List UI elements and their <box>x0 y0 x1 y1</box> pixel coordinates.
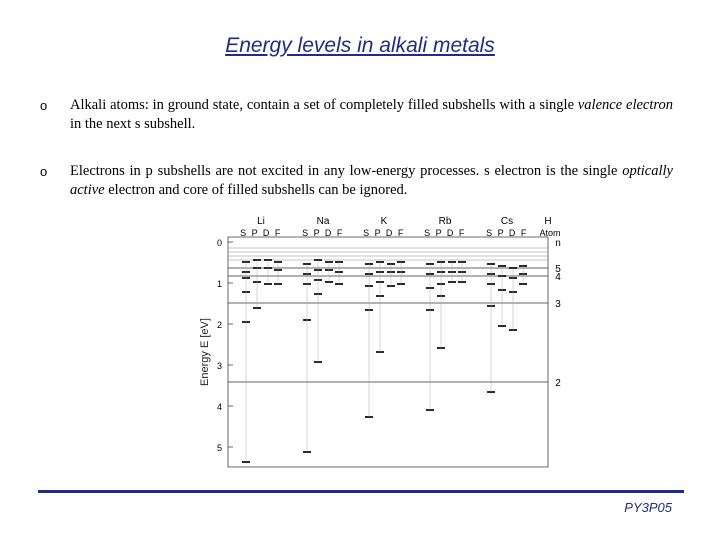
y-tick-label: 4 <box>216 402 222 412</box>
n-value: 4 <box>555 272 561 283</box>
subshell-labels: S P D F <box>424 228 466 238</box>
y-tick-label: 2 <box>216 320 222 330</box>
subshell-labels: S P D F <box>302 228 344 238</box>
element-headers <box>240 216 528 238</box>
subshell-labels: S P D F <box>240 228 282 238</box>
y-axis-ticks <box>217 238 233 453</box>
footer-course-code: PY3P05 <box>624 500 672 515</box>
bullet-text <box>70 162 673 200</box>
footer-divider <box>38 490 684 493</box>
bullet-marker: o <box>40 98 48 113</box>
bullet-item-2 <box>40 162 680 202</box>
n-label: n <box>555 238 561 249</box>
y-tick-label: 5 <box>216 443 222 453</box>
slide-title: Energy levels in alkali metals <box>225 34 495 57</box>
element-symbol: Rb <box>438 216 452 227</box>
element-symbol: Na <box>316 216 330 227</box>
subshell-labels: S P D F <box>486 228 528 238</box>
bullet-emphasis: valence electron <box>577 97 673 113</box>
y-tick-label: 0 <box>216 238 222 248</box>
hydrogen-label: H <box>544 216 552 227</box>
element-symbol: Cs <box>500 216 514 227</box>
y-tick-label: 1 <box>216 279 222 289</box>
bullet-text-part: electron and core of filled subshells can be ignored. <box>104 182 408 198</box>
element-header-li <box>240 216 282 238</box>
subshell-labels: S P D F <box>363 228 405 238</box>
element-symbol: K <box>380 216 388 227</box>
bullet-text-part: Electrons in p subshells are not excited in any low-energy processes. s electron is the single <box>70 163 623 179</box>
hydrogen-level-lines <box>228 248 548 382</box>
element-header-cs <box>486 216 528 238</box>
y-axis-label: Energy E [eV] <box>199 318 211 386</box>
n-value: 3 <box>555 299 561 310</box>
alkali-level-marks <box>242 260 527 462</box>
bullet-text <box>70 96 673 134</box>
energy-level-diagram <box>198 212 570 474</box>
n-value: 5 <box>555 264 561 275</box>
y-tick-label: 3 <box>216 361 222 371</box>
bullet-emphasis: optically active <box>70 163 673 198</box>
bullet-text-part: Alkali atoms: in ground state, contain a set of completely filled subshells with a single <box>70 97 578 113</box>
bullet-marker: o <box>40 164 48 179</box>
bullet-text-part: in the next s subshell. <box>70 116 196 132</box>
element-header-k <box>363 216 405 238</box>
element-header-rb <box>424 216 466 238</box>
n-value: 2 <box>555 378 561 389</box>
hydrogen-atom-label: Atom <box>539 228 561 238</box>
element-symbol: Li <box>257 216 265 227</box>
bullet-item-1 <box>40 96 680 136</box>
element-header-na <box>302 216 344 238</box>
n-value-labels <box>555 264 561 389</box>
